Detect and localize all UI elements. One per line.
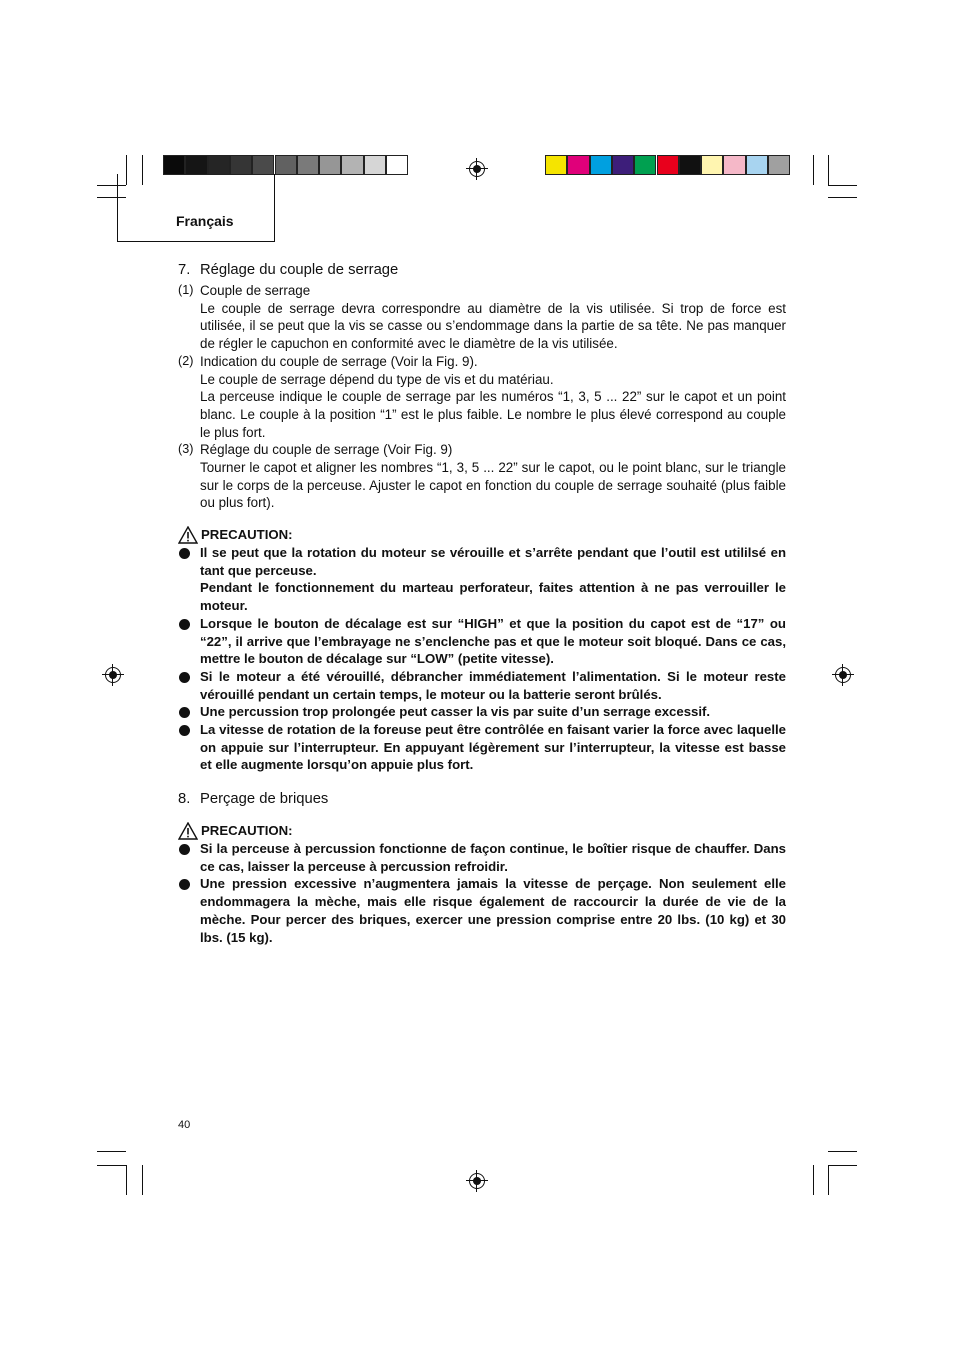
section-8-number: 8. — [178, 791, 191, 807]
color-swatch — [612, 155, 634, 175]
color-swatch — [590, 155, 612, 175]
bullet-icon — [179, 548, 190, 559]
section-7-title: Réglage du couple de serrage — [200, 262, 399, 278]
color-swatch — [545, 155, 567, 175]
color-swatch — [319, 155, 341, 175]
color-swatch — [275, 155, 297, 175]
item-title: Indication du couple de serrage (Voir la Fig. 9). — [200, 353, 478, 369]
color-swatch — [341, 155, 363, 175]
item-title: Couple de serrage — [200, 283, 311, 298]
caution-item: La vitesse de rotation de la foreuse peut être contrôlée en faisant varier la force avec laquelle on appuie sur l’interrupteur. En appuyant légèrement sur l’interrupteur, la vitesse est basse et elle augmente lorsqu’on appuie plus fort. — [178, 721, 786, 774]
color-swatch — [657, 155, 679, 175]
caution-item: Si la perceuse à percussion fonctionne de façon continue, le boîtier risque de chauffer. Dans ce cas, laisser la perceuse à percussion refroidir. — [178, 840, 786, 875]
color-swatch — [567, 155, 589, 175]
list-item — [178, 282, 786, 353]
page-number: 40 — [178, 1119, 191, 1131]
color-swatch — [364, 155, 386, 175]
caution-title: PRECAUTION: — [201, 527, 293, 543]
color-swatch — [208, 155, 230, 175]
item-label: (2) — [178, 353, 194, 368]
bullet-icon — [179, 672, 190, 683]
bullet-icon — [179, 844, 190, 855]
item-body: Le couple de serrage devra correspondre au diamètre de la vis utilisée. Si trop de force est utilisée, il se peut que la vis se casse ou s’endommage dans la partie de sa tête. Ne pas manquer de régler le capuchon en conformité avec le diamètre de la vis utilisée. — [200, 300, 786, 352]
color-swatch — [185, 155, 207, 175]
section-8-cautions — [178, 822, 786, 946]
warning-icon — [178, 822, 198, 840]
caution-heading — [178, 822, 786, 840]
color-swatch — [386, 155, 408, 175]
bullet-icon — [179, 725, 190, 736]
color-swatch — [768, 155, 790, 175]
list-item — [178, 441, 786, 512]
item-body: La perceuse indique le couple de serrage par les numéros “1, 3, 5 ... 22” sur le capot et un point blanc. Le couple à la position “1” est le plus faible. Le nombre le plus élevé correspond au couple le plus fort. — [200, 389, 786, 440]
language-label: Français — [176, 213, 234, 229]
bullet-icon — [179, 619, 190, 630]
section-7-body — [178, 282, 786, 512]
item-title: Réglage du couple de serrage (Voir Fig. 9) — [200, 442, 453, 458]
item-label: (3) — [178, 442, 194, 457]
section-7-cautions — [178, 526, 786, 774]
color-swatch — [679, 155, 701, 175]
color-swatch — [746, 155, 768, 175]
item-body: Le couple de serrage dépend du type de vis et du matériau. — [200, 371, 554, 387]
color-swatch — [634, 155, 656, 175]
registration-mark-top — [469, 161, 485, 177]
section-7-number: 7. — [178, 262, 191, 278]
color-swatch — [252, 155, 274, 175]
bullet-icon — [179, 879, 190, 890]
item-body: Tourner le capot et aligner les nombres “1, 3, 5 ... 22” sur le capot, ou le point blanc, sur le triangle sur le corps de la perceuse. Ajuster le capot en fonction du couple de serrage souhaité (plus faible ou plus fort). — [200, 460, 786, 511]
color-swatch — [163, 155, 185, 175]
caution-item: Il se peut que la rotation du moteur se vérouille et s’arrête pendant que l’outil est utililsé en tant que perceuse. — [178, 544, 786, 579]
registration-mark-right — [835, 667, 851, 683]
color-swatch — [297, 155, 319, 175]
color-swatch — [723, 155, 745, 175]
caution-item: Lorsque le bouton de décalage est sur “HIGH” et que la position du capot est de “17” ou “22”, il arrive que l’embrayage ne s’enclenche pas et que le moteur soit bloqué. Dans ce cas, mettre le bouton de décalage sur “LOW” (petite vitesse). — [178, 615, 786, 668]
bullet-icon — [179, 707, 190, 718]
registration-mark-left — [105, 667, 121, 683]
color-swatch — [230, 155, 252, 175]
caution-item: Si le moteur a été vérouillé, débrancher immédiatement l’alimentation. Si le moteur reste vérouillé pendant un certain temps, le moteur ou la batterie seront brûlés. — [178, 668, 786, 703]
section-8-heading — [178, 791, 328, 807]
caution-item-continued: Pendant le fonctionnement du marteau perforateur, faites attention à ne pas verrouiller le moteur. — [200, 580, 786, 614]
section-8-title: Perçage de briques — [200, 791, 329, 807]
caution-item: Une percussion trop prolongée peut casser la vis par suite d’un serrage excessif. — [178, 703, 786, 721]
registration-mark-bottom — [469, 1173, 485, 1189]
color-swatch — [701, 155, 723, 175]
list-item — [178, 353, 786, 442]
warning-icon — [178, 526, 198, 544]
caution-title: PRECAUTION: — [201, 823, 293, 839]
language-tab-frame — [117, 174, 275, 242]
section-7-heading — [178, 262, 398, 278]
item-label: (1) — [178, 283, 194, 297]
caution-heading — [178, 526, 786, 544]
caution-item: Une pression excessive n’augmentera jamais la vitesse de perçage. Non seulement elle endommagera la mèche, mais elle risque également de raccourcir la durée de vie de la mèche. Pour percer des briques, exercer une pression comprise entre 20 lbs. (10 kg) et 30 lbs. (15 kg). — [178, 875, 786, 946]
